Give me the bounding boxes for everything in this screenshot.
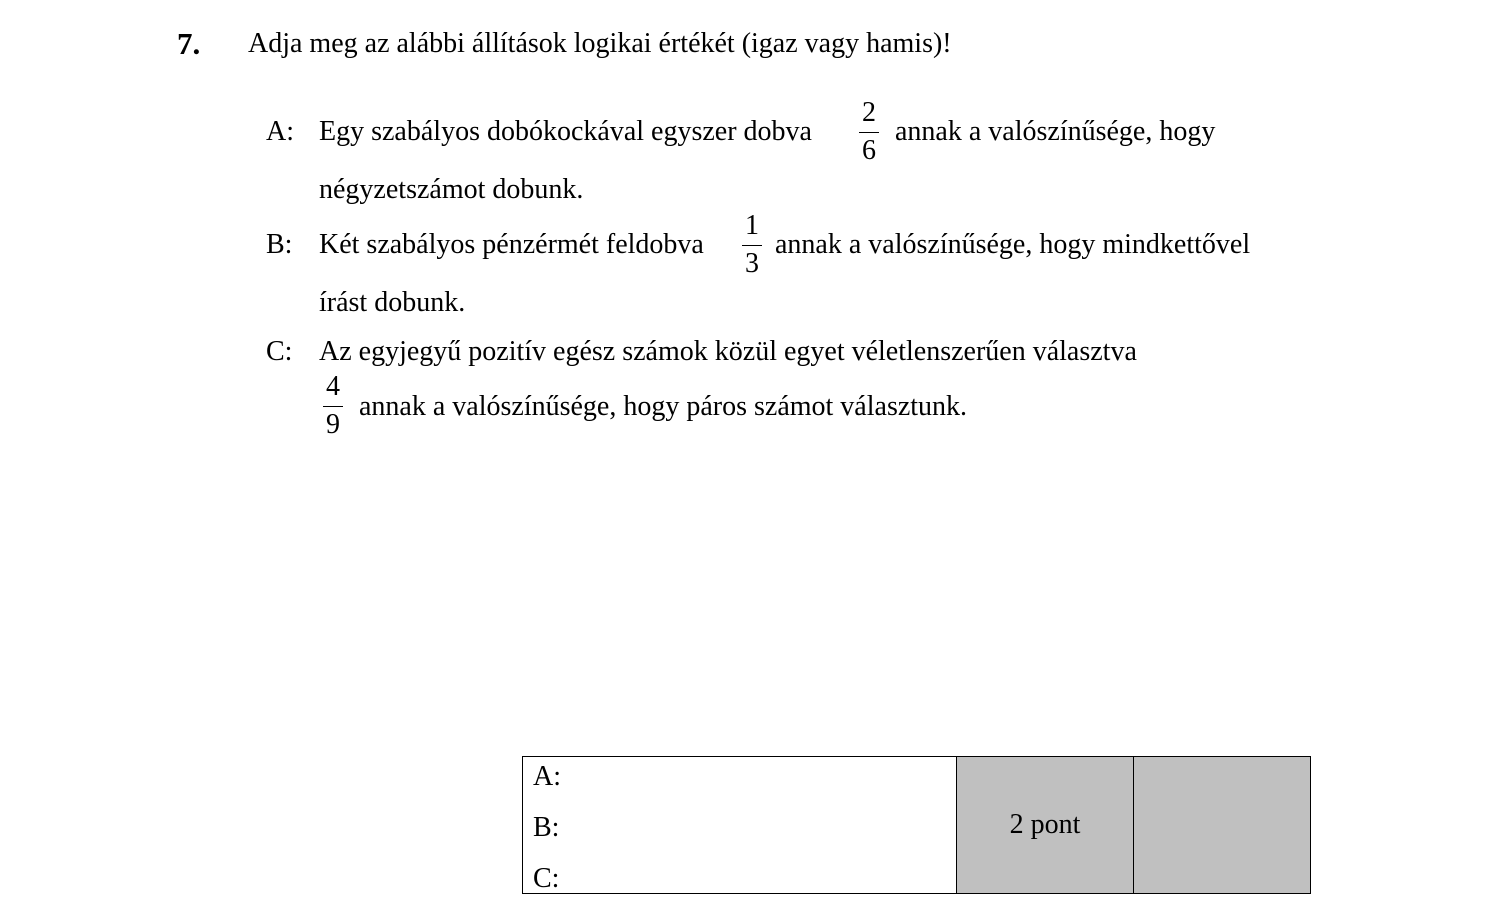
- points-label: 2 pont: [1009, 809, 1081, 840]
- statement-text: annak a valószínűsége, hogy: [895, 116, 1216, 147]
- fraction-denominator: 9: [326, 409, 340, 440]
- answer-label-c: C:: [533, 863, 560, 894]
- fraction-denominator: 6: [862, 135, 876, 166]
- fraction-bar: [742, 245, 762, 246]
- statement-text: annak a valószínűsége, hogy mindkettővel: [775, 229, 1251, 260]
- statement-label: C:: [266, 336, 293, 367]
- fraction-numerator: 4: [326, 371, 340, 402]
- statement-text-line2: négyzetszámot dobunk.: [319, 174, 584, 205]
- fraction-numerator: 2: [862, 97, 876, 128]
- answer-table: [522, 756, 1311, 894]
- statement-label: A:: [266, 116, 294, 147]
- statement-text-line2: írást dobunk.: [319, 287, 466, 318]
- statement-text: Két szabályos pénzérmét feldobva: [319, 229, 704, 260]
- answer-label-a: A:: [533, 761, 561, 792]
- question-number: 7.: [177, 26, 201, 61]
- statement-text: Az egyjegyű pozitív egész számok közül egyet véletlenszerűen választva: [319, 336, 1137, 367]
- question-instruction: Adja meg az alábbi állítások logikai értékét (igaz vagy hamis)!: [248, 28, 952, 59]
- statement-text: Egy szabályos dobókockával egyszer dobva: [319, 116, 812, 147]
- answer-label-b: B:: [533, 812, 560, 843]
- answer-cell[interactable]: [523, 757, 957, 894]
- points-cell: [957, 757, 1134, 894]
- statement-text: annak a valószínűsége, hogy páros számot választunk.: [359, 391, 968, 422]
- fraction-numerator: 1: [745, 210, 759, 241]
- fraction-denominator: 3: [745, 248, 759, 279]
- score-cell[interactable]: [1134, 757, 1311, 894]
- fraction-bar: [859, 132, 879, 133]
- statement-label: B:: [266, 229, 293, 260]
- fraction-bar: [323, 406, 343, 407]
